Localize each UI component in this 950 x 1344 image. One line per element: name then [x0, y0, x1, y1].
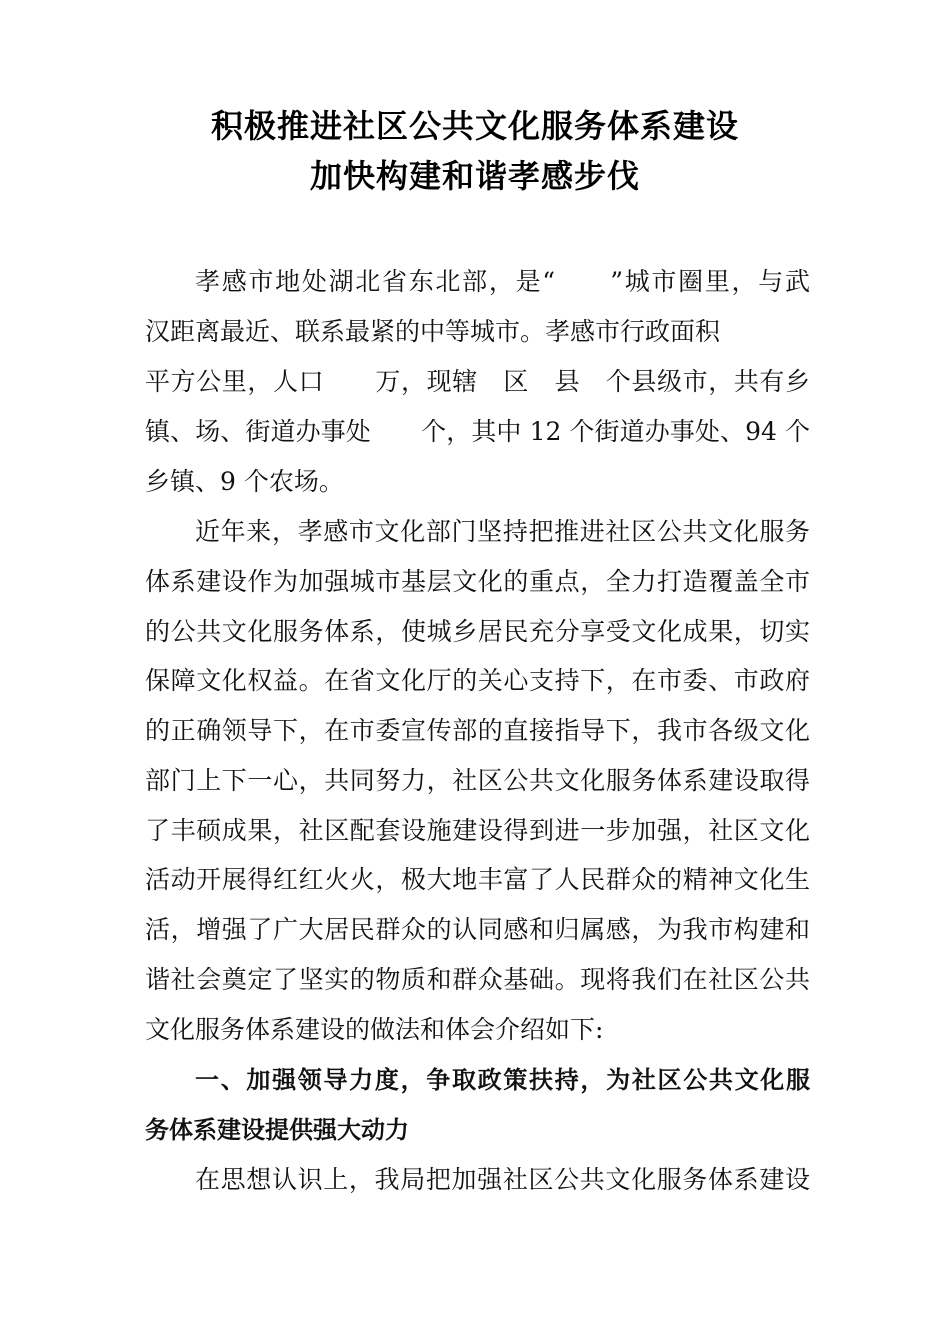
paragraph-1-line-2: 汉距离最近、联系最紧的中等城市。孝感市行政面积: [145, 317, 721, 346]
paragraph-3-line-1: 在思想认识上，我局把加强社区公共文化服务体系建设: [195, 1165, 810, 1194]
paragraph-2-line-11: 文化服务体系建设的做法和体会介绍如下:: [145, 1015, 604, 1044]
paragraph-1-line-5: 乡镇、9 个农场。: [145, 467, 344, 496]
section-heading-1-line-1: 一、加强领导力度，争取政策扶持，为社区公共文化服: [195, 1066, 810, 1094]
document-title-line-1: 积极推进社区公共文化服务体系建设: [210, 107, 739, 145]
paragraph-2-line-10: 谐社会奠定了坚实的物质和群众基础。现将我们在社区公共: [145, 965, 810, 994]
document-title-line-2: 加快构建和谐孝感步伐: [309, 157, 640, 195]
paragraph-2-line-7: 了丰硕成果，社区配套设施建设得到进一步加强，社区文化: [145, 816, 810, 845]
paragraph-2-line-1: 近年来，孝感市文化部门坚持把推进社区公共文化服务: [195, 517, 810, 546]
paragraph-2-line-3: 的公共文化服务体系，使城乡居民充分享受文化成果，切实: [145, 617, 810, 646]
paragraph-2-line-8: 活动开展得红红火火，极大地丰富了人民群众的精神文化生: [145, 865, 810, 894]
paragraph-2-line-6: 部门上下一心，共同努力，社区公共文化服务体系建设取得: [145, 766, 810, 795]
paragraph-2-line-4: 保障文化权益。在省文化厅的关心支持下，在市委、市政府: [145, 666, 810, 695]
paragraph-2-line-5: 的正确领导下，在市委宣传部的直接指导下，我市各级文化: [145, 716, 810, 745]
paragraph-1-line-4: 镇、场、街道办事处 个，其中 12 个街道办事处、94 个: [145, 417, 810, 446]
paragraph-1-line-1: 孝感市地处湖北省东北部，是“ ”城市圈里，与武: [195, 267, 810, 296]
section-heading-1-line-2: 务体系建设提供强大动力: [145, 1116, 409, 1144]
paragraph-2-line-9: 活，增强了广大居民群众的认同感和归属感，为我市构建和: [145, 915, 810, 944]
paragraph-1-line-3: 平方公里，人口 万，现辖 区 县 个县级市，共有乡: [145, 367, 810, 396]
paragraph-2-line-2: 体系建设作为加强城市基层文化的重点，全力打造覆盖全市: [145, 567, 810, 596]
